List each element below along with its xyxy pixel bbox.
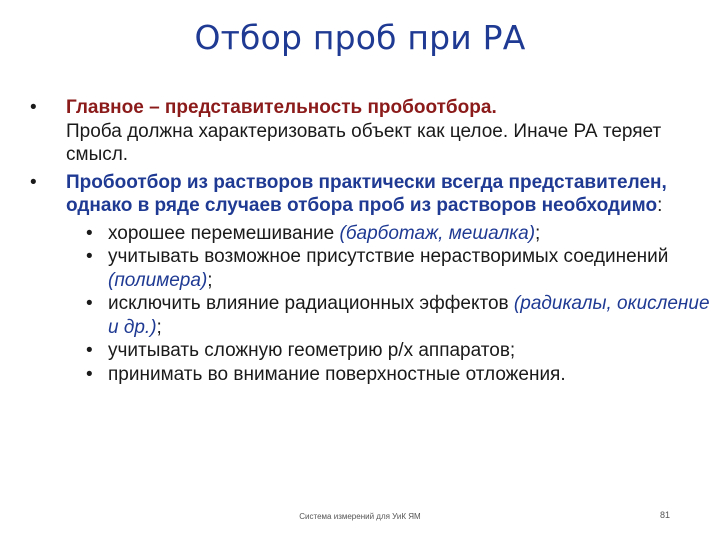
bullet-lead: Пробоотбор из растворов практически всегда представителен, однако в ряде случаев отбора проб из растворов необходимо xyxy=(66,171,667,216)
sub-bullet-3 xyxy=(78,292,710,339)
sub-bullet-end: ; xyxy=(535,222,541,244)
sub-bullet-marker: • xyxy=(86,222,93,244)
slide-body xyxy=(30,96,710,386)
sub-bullet-marker: • xyxy=(86,363,93,385)
sub-bullet-1 xyxy=(78,222,710,246)
sub-bullet-end: ; xyxy=(207,269,213,291)
sub-bullet-marker: • xyxy=(86,340,93,361)
sub-bullet-5 xyxy=(78,363,710,387)
sub-bullet-2 xyxy=(78,245,710,292)
sub-bullet-text: хорошее перемешивание xyxy=(108,222,340,244)
sub-bullet-text: принимать во внимание поверхностные отложения. xyxy=(108,363,566,385)
bullet-item-2 xyxy=(30,171,710,218)
slide-title: Отбор проб при РА xyxy=(194,18,526,57)
sub-bullet-note: (барботаж, мешалка) xyxy=(339,222,536,244)
sub-bullet-text: учитывать возможное присутствие нерастворимых соединений xyxy=(108,246,669,267)
sub-bullet-marker: • xyxy=(86,246,93,267)
bullet-lead: Главное – представительность пробоотбора. xyxy=(66,97,497,118)
bullet-tail: : xyxy=(657,195,663,216)
sub-bullet-text: исключить влияние радиационных эффектов xyxy=(108,293,514,314)
bullet-marker: • xyxy=(30,171,37,193)
bullet-item-1 xyxy=(30,96,710,167)
sub-bullet-text: учитывать сложную геометрию р/х аппаратов; xyxy=(108,340,516,361)
sub-bullet-note: (полимера) xyxy=(108,269,208,291)
sub-bullet-note: (радикалы, окисление и др.) xyxy=(108,293,710,338)
sub-bullet-4 xyxy=(78,339,710,363)
bullet-marker: • xyxy=(30,97,37,118)
bullet-text: Проба должна характеризовать объект как целое. Иначе РА теряет смысл. xyxy=(66,120,662,165)
page-number: 81 xyxy=(659,510,670,520)
sub-bullet-marker: • xyxy=(86,293,93,314)
footer-caption: Система измерений для УиК ЯМ xyxy=(299,512,421,521)
sub-bullet-end: ; xyxy=(156,316,162,338)
